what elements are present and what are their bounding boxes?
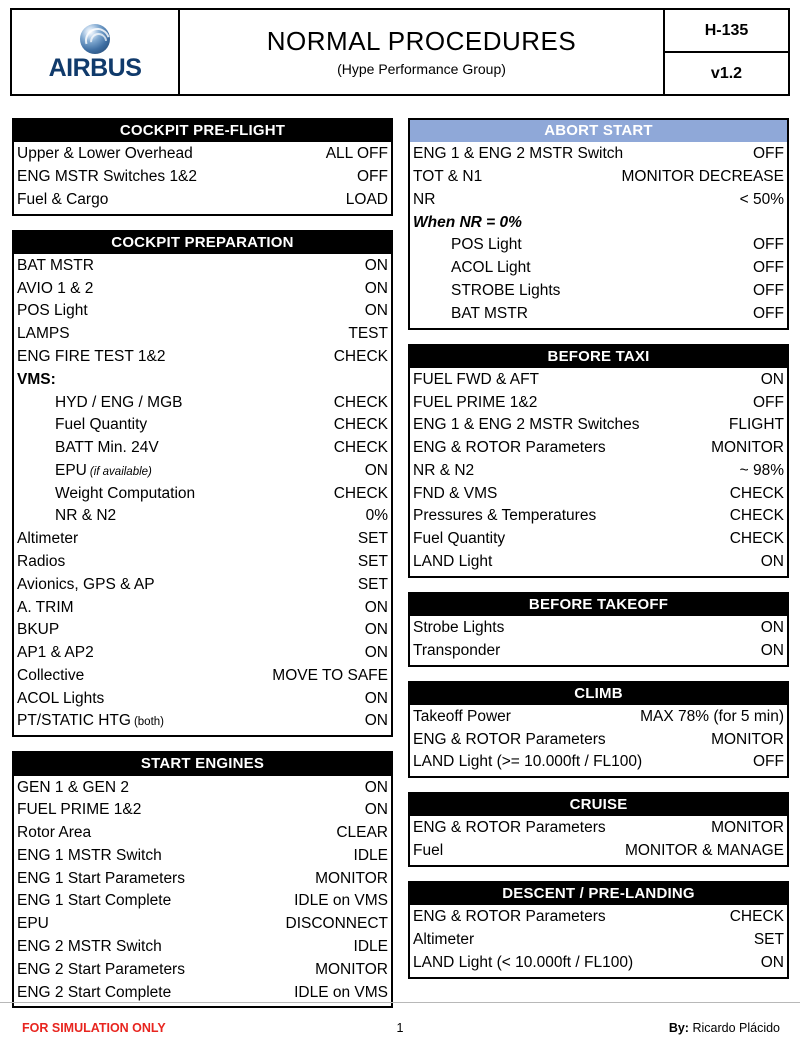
page-footer [0,1002,800,1048]
author-credit [669,1021,780,1035]
checklist-item-label: ENG 1 Start Parameters [17,869,185,887]
checklist-action-value: IDLE [353,937,388,955]
document-version: v1.2 [710,64,743,82]
checklist-action-value: ON [364,302,388,320]
checklist-item-label: ENG 2 MSTR Switch [17,937,162,955]
checklist-row[interactable] [17,300,388,323]
checklist-action-value: OFF [753,259,784,277]
checklist-action-value: MAX 78% (for 5 min) [640,707,784,725]
checklist-row[interactable] [17,460,388,483]
checklist-item-label: Strobe Lights [413,619,505,637]
checklist-action-value: ~ 98% [739,461,784,479]
checklist-item-label: Avionics, GPS & AP [17,575,155,593]
checklist-item-label: Radios [17,553,66,570]
checklist-row[interactable] [17,597,388,620]
checklist-row[interactable] [17,665,388,688]
checklist-subheading: VMS: [17,370,56,388]
checklist-action-value: SET [357,530,388,548]
checklist-row[interactable] [17,551,388,574]
checklist-item-label: ENG 2 Start Parameters [17,960,185,978]
checklist-item-label: BKUP [17,621,60,639]
section-body [410,142,787,327]
checklist-item-label: TOT & N1 [413,168,483,186]
checklist-item-label: Fuel Quantity [55,416,148,434]
checklist-item-label: ENG & ROTOR Parameters [413,819,606,837]
checklist-row[interactable] [413,303,784,326]
checklist-row[interactable] [17,437,388,460]
checklist-row[interactable] [413,528,784,551]
checklist-item-label: ENG 1 MSTR Switch [17,846,162,864]
checklist-action-value: ON [364,778,388,796]
checklist-row[interactable] [413,166,784,189]
checklist-row[interactable] [413,640,784,663]
checklist-action-value: OFF [753,304,784,322]
checklist-action-value: IDLE [353,846,388,864]
checklist-action-value: IDLE on VMS [294,983,388,1001]
checklist-item-label: ENG & ROTOR Parameters [413,730,606,748]
title-cell [180,10,665,94]
checklist-action-value: IDLE on VMS [294,892,388,910]
checklist-row[interactable] [413,817,784,840]
checklist-item-label: AVIO 1 & 2 [17,279,94,297]
section-title: BEFORE TAKEOFF [410,594,787,616]
section-title: START ENGINES [14,753,391,775]
checklist-item-label: FUEL PRIME 1&2 [413,393,538,411]
section-body [410,368,787,576]
checklist-row[interactable] [413,505,784,528]
checklist-item-label: Fuel [413,842,444,860]
checklist-row[interactable] [413,729,784,752]
checklist-item-label: NR [413,190,436,208]
checklist-action-value: 0% [365,507,388,525]
checklist-row[interactable] [17,868,388,891]
checklist-item-label: ENG MSTR Switches 1&2 [17,168,198,186]
airbus-sphere-logo-icon [80,24,110,54]
checklist-item-label: AP1 & AP2 [17,644,94,662]
section-body [410,616,787,665]
checklist-item-label: LAND Light [413,553,493,570]
checklist-section [12,230,393,738]
checklist-action-value: MONITOR [711,439,784,457]
checklist-row[interactable] [413,551,784,574]
checklist-row[interactable] [17,278,388,301]
checklist-action-value: MONITOR DECREASE [621,168,784,186]
checklist-section [408,118,789,330]
aircraft-model: H-135 [665,10,788,53]
checklist-row[interactable] [17,414,388,437]
checklist-row[interactable] [17,143,388,166]
checklist-action-value: ON [364,621,388,639]
checklist-row[interactable] [17,483,388,506]
checklist-row[interactable] [17,255,388,278]
checklist-row[interactable] [413,437,784,460]
checklist-item-label: LAMPS [17,325,70,343]
checklist-section [408,344,789,578]
checklist-row[interactable] [17,528,388,551]
checklist-action-value: SET [753,931,784,949]
section-body [14,254,391,735]
checklist-item-label: PT/STATIC HTG [17,712,131,730]
checklist-section [408,681,789,779]
right-column [408,118,789,993]
checklist-item-label: Transponder [413,641,501,659]
checklist-action-value: ON [364,712,388,730]
checklist-row[interactable] [413,369,784,392]
checklist-item-label: ENG 2 Start Complete [17,983,172,1001]
checklist-item-label: POS Light [451,236,522,254]
page-subtitle: (Hype Performance Group) [337,60,506,77]
checklist-row[interactable] [413,952,784,975]
checklist-item-label: LAND Light (>= 10.000ft / FL100) [413,753,643,771]
checklist-row[interactable] [17,323,388,346]
checklist-action-value: OFF [753,145,784,163]
checklist-item-label: Altimeter [413,931,475,949]
checklist-action-value: ON [760,553,784,570]
checklist-item-label: ENG & ROTOR Parameters [413,439,606,457]
section-body [410,816,787,865]
checklist-row[interactable] [17,959,388,982]
section-title: BEFORE TAXI [410,346,787,368]
checklist-item-label: Fuel & Cargo [17,190,109,208]
checklist-section [12,751,393,1008]
checklist-item-label: STROBE Lights [451,281,561,299]
checklist-row[interactable] [17,619,388,642]
checklist-action-value: CHECK [333,416,388,434]
checklist-row[interactable] [17,913,388,936]
checklist-row[interactable] [413,483,784,506]
checklist-item-label: Collective [17,666,85,684]
checklist-item-note: (both) [133,716,164,729]
checklist-item-label: Takeoff Power [413,707,511,725]
checklist-action-value: ON [364,256,388,274]
checklist-action-value: OFF [753,281,784,299]
checklist-row[interactable] [413,460,784,483]
checklist-item-label: BAT MSTR [17,256,94,274]
checklist-row[interactable] [413,257,784,280]
checklist-action-value: CHECK [729,530,784,548]
checklist-action-value: ON [364,801,388,819]
checklist-row[interactable] [413,840,784,863]
checklist-row[interactable] [17,688,388,711]
checklist-row[interactable] [17,505,388,528]
checklist-action-value: CHECK [333,347,388,365]
checklist-item-note: (if available) [89,465,152,478]
checklist-item-label: POS Light [17,302,88,320]
section-body [14,142,391,213]
checklist-row[interactable] [413,143,784,166]
checklist-action-value: ON [760,619,784,637]
checklist-item-label: EPU [55,461,87,479]
checklist-row[interactable] [17,392,388,415]
checklist-action-value: MONITOR [711,730,784,748]
checklist-item-label: Weight Computation [55,484,196,502]
checklist-row[interactable] [17,936,388,959]
checklist-item-label: ENG 1 & ENG 2 MSTR Switch [413,145,624,163]
page-number: 1 [396,1021,404,1035]
checklist-action-value: OFF [753,393,784,411]
checklist-item-label: Upper & Lower Overhead [17,145,193,163]
checklist-row[interactable] [413,189,784,212]
checklist-row[interactable] [413,751,784,774]
checklist-item-label: Pressures & Temperatures [413,507,597,525]
checklist-row[interactable] [17,777,388,800]
checklist-row[interactable] [17,982,388,1005]
checklist-row[interactable] [413,929,784,952]
checklist-row[interactable] [413,234,784,257]
section-body [410,905,787,976]
checklist-section [408,592,789,667]
checklist-row[interactable] [413,392,784,415]
checklist-row[interactable] [17,890,388,913]
checklist-action-value: ALL OFF [325,145,388,163]
checklist-row[interactable] [413,414,784,437]
checklist-action-value: DISCONNECT [285,915,388,933]
checklist-action-value: OFF [753,236,784,254]
checklist-item-label: A. TRIM [17,598,74,616]
checklist-action-value: MONITOR [711,819,784,837]
document-header [10,8,790,96]
checklist-item-label: LAND Light (< 10.000ft / FL100) [413,953,634,971]
checklist-action-value: MONITOR [315,960,388,978]
checklist-action-value: TEST [348,325,388,343]
checklist-action-value: ON [760,370,784,388]
checklist-item-label: ENG & ROTOR Parameters [413,908,606,926]
checklist-row[interactable] [17,845,388,868]
checklist-item-label: FUEL PRIME 1&2 [17,801,142,819]
checklist-item-label: EPU [17,915,49,933]
checklist-action-value: ON [364,279,388,297]
checklist-item-label: Fuel Quantity [413,530,506,548]
simulation-disclaimer: FOR SIMULATION ONLY [22,1021,166,1035]
checklist-row[interactable] [413,280,784,303]
checklist-action-value: MONITOR & MANAGE [624,842,784,860]
checklist-action-value: MOVE TO SAFE [272,666,388,684]
checklist-action-value: OFF [753,753,784,771]
section-title: CRUISE [410,794,787,816]
airbus-wordmark: AIRBUS [48,53,142,82]
checklist-action-value: SET [357,575,388,593]
checklist-item-label: BAT MSTR [451,304,528,322]
section-title: DESCENT / PRE-LANDING [410,883,787,905]
author-name: Ricardo Plácido [692,1021,780,1035]
checklist-row[interactable] [17,166,388,189]
checklist-item-label: Altimeter [17,530,79,548]
checklist-row[interactable] [17,642,388,665]
checklist-row[interactable] [17,710,388,733]
checklist-item-label: BATT Min. 24V [55,439,159,457]
checklist-row[interactable] [413,706,784,729]
checklist-action-value: CHECK [729,507,784,525]
section-body [14,776,391,1007]
checklist-action-value: ON [364,644,388,662]
checklist-action-value: CHECK [333,393,388,411]
left-column [12,118,393,1022]
checklist-action-value: ON [364,689,388,707]
checklist-row[interactable] [413,906,784,929]
checklist-action-value: ON [364,598,388,616]
checklist-action-value: < 50% [739,190,784,208]
model-version-cell [665,10,788,94]
section-body [410,705,787,776]
checklist-row[interactable] [17,799,388,822]
checklist-item-label: NR & N2 [413,461,475,479]
checklist-subheading: When NR = 0% [413,213,522,231]
checklist-action-value: OFF [357,168,388,186]
checklist-row[interactable] [17,346,388,369]
checklist-item-label: ENG 1 Start Complete [17,892,172,910]
checklist-action-value: MONITOR [315,869,388,887]
checklist-row[interactable] [17,574,388,597]
checklist-item-label: ENG FIRE TEST 1&2 [17,347,166,365]
checklist-row[interactable] [17,189,388,212]
checklist-item-label: NR & N2 [55,507,117,525]
section-title: COCKPIT PREPARATION [14,232,391,254]
checklist-row[interactable] [17,822,388,845]
checklist-action-value: ON [760,641,784,659]
checklist-action-value: LOAD [345,190,388,208]
checklist-section [408,881,789,979]
author-prefix: By: [668,1021,689,1035]
checklist-item-label: ENG 1 & ENG 2 MSTR Switches [413,416,640,434]
checklist-action-value: FLIGHT [728,416,784,434]
page-title: NORMAL PROCEDURES [266,26,577,57]
section-title: COCKPIT PRE-FLIGHT [14,120,391,142]
checklist-action-value: SET [357,553,388,570]
checklist-action-value: CHECK [333,484,388,502]
checklist-action-value: CHECK [333,439,388,457]
checklist-item-label: HYD / ENG / MGB [55,393,183,411]
checklist-item-label: GEN 1 & GEN 2 [17,778,129,796]
checklist-action-value: ON [760,953,784,971]
checklist-section [408,792,789,867]
checklist-action-value: CHECK [729,484,784,502]
checklist-item-label: ACOL Lights [17,689,105,707]
checklist-item-label: Rotor Area [17,824,92,842]
checklist-row[interactable] [413,617,784,640]
checklist-section [12,118,393,216]
checklist-action-value: CLEAR [336,824,388,842]
section-title: ABORT START [410,120,787,142]
brand-logo-cell [12,10,180,94]
checklist-item-label: FUEL FWD & AFT [413,370,540,388]
checklist-item-label: ACOL Light [451,259,531,277]
section-title: CLIMB [410,683,787,705]
checklist-item-label: FND & VMS [413,484,498,502]
checklist-action-value: ON [364,461,388,479]
checklist-action-value: CHECK [729,908,784,926]
